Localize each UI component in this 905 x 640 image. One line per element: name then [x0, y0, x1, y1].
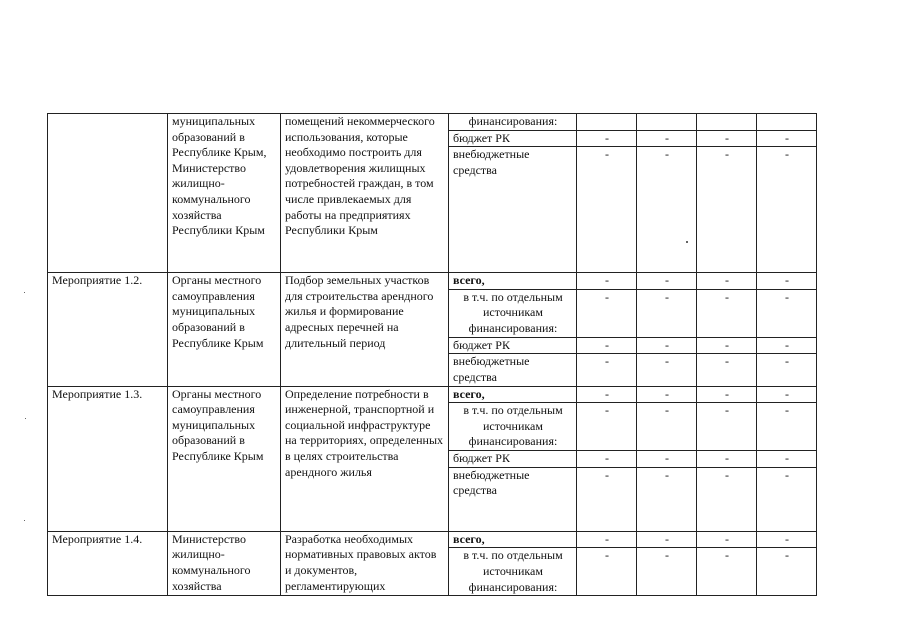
value-cell: - — [757, 467, 817, 531]
funding-source-cell — [449, 403, 577, 451]
value-cell: - — [637, 289, 697, 337]
value-cell: - — [577, 147, 637, 273]
value-cell: - — [757, 386, 817, 403]
value-cell: - — [697, 467, 757, 531]
description-cell: Разработка необходимых нормативных правовых актов и документов, регламентирующих — [281, 531, 449, 596]
value-cell: - — [577, 548, 637, 596]
value-cell: - — [637, 130, 697, 147]
funding-source-cell: бюджет РК — [449, 130, 577, 147]
program-measures-table — [47, 113, 817, 596]
value-cell: - — [757, 403, 817, 451]
value-cell: - — [757, 130, 817, 147]
scan-speck — [25, 418, 26, 419]
value-cell: - — [637, 147, 697, 273]
value-cell: - — [637, 467, 697, 531]
value-cell: - — [757, 354, 817, 386]
value-cell: - — [637, 531, 697, 548]
funding-source-cell: бюджет РК — [449, 451, 577, 468]
table-row — [48, 386, 817, 403]
funding-source-cell — [449, 273, 577, 290]
value-cell: - — [577, 451, 637, 468]
value-cell: - — [577, 273, 637, 290]
scan-speck — [24, 520, 25, 521]
value-cell: - — [577, 130, 637, 147]
value-cell: - — [757, 531, 817, 548]
funding-source-text: финансирования: — [468, 114, 558, 128]
value-cell: - — [577, 467, 637, 531]
funding-source-text: в т.ч. по отдельным источникам финансирования: — [463, 403, 563, 449]
funding-source-text: в т.ч. по отдельным источникам финансирования: — [463, 289, 563, 335]
value-cell — [637, 114, 697, 131]
value-cell: - — [637, 273, 697, 290]
value-cell: - — [577, 337, 637, 354]
funding-source-cell — [449, 289, 577, 337]
executor-cell: Органы местного самоуправления муниципальных образований в Республике Крым — [168, 273, 281, 386]
value-cell: - — [577, 289, 637, 337]
value-cell: - — [637, 548, 697, 596]
value-cell: - — [697, 531, 757, 548]
value-cell: - — [577, 403, 637, 451]
table-row — [48, 531, 817, 548]
funding-source-text: в т.ч. по отдельным источникам финансирования: — [463, 548, 563, 594]
value-cell: - — [697, 354, 757, 386]
value-cell: - — [697, 451, 757, 468]
executor-cell: муниципальных образований в Республике Крым, Министерство жилищно-коммунального хозяйства Республики Крым — [168, 114, 281, 273]
measure-label — [48, 114, 168, 273]
table-row — [48, 273, 817, 290]
value-cell: - — [757, 337, 817, 354]
funding-source-cell: внебюджетные средства — [449, 147, 577, 273]
value-cell: - — [577, 354, 637, 386]
table-row — [48, 114, 817, 131]
measure-label: Мероприятие 1.3. — [48, 386, 168, 531]
value-cell: - — [637, 386, 697, 403]
scan-speck — [686, 241, 688, 243]
measure-label: Мероприятие 1.2. — [48, 273, 168, 386]
funding-source-cell — [449, 531, 577, 548]
funding-source-cell: бюджет РК — [449, 337, 577, 354]
value-cell: - — [697, 548, 757, 596]
description-cell: Определение потребности в инженерной, транспортной и социальной инфраструктуре на территориях, определенных в целях строительства арендного жилья — [281, 386, 449, 531]
value-cell: - — [697, 273, 757, 290]
value-cell: - — [757, 273, 817, 290]
value-cell: - — [697, 337, 757, 354]
value-cell: - — [757, 147, 817, 273]
funding-source-cell — [449, 386, 577, 403]
value-cell: - — [757, 451, 817, 468]
funding-source-cell: внебюджетные средства — [449, 467, 577, 531]
value-cell: - — [697, 403, 757, 451]
value-cell: - — [757, 548, 817, 596]
funding-source-cell — [449, 548, 577, 596]
value-cell: - — [577, 531, 637, 548]
value-cell: - — [637, 337, 697, 354]
funding-source-cell — [449, 114, 577, 131]
value-cell: - — [637, 403, 697, 451]
value-cell: - — [577, 386, 637, 403]
value-cell — [757, 114, 817, 131]
total-label: всего, — [453, 386, 485, 401]
value-cell: - — [697, 386, 757, 403]
description-cell: помещений некоммерческого использования, которые необходимо построить для удовлетворения жилищных потребностей граждан, в том числе привлекаемых для работы на предприятиях Республики Крым — [281, 114, 449, 273]
value-cell: - — [637, 451, 697, 468]
executor-cell: Органы местного самоуправления муниципальных образований в Республике Крым — [168, 386, 281, 531]
measure-label: Мероприятие 1.4. — [48, 531, 168, 596]
value-cell — [577, 114, 637, 131]
value-cell: - — [757, 289, 817, 337]
total-label: всего, — [453, 273, 485, 288]
total-label: всего, — [453, 531, 485, 546]
value-cell: - — [697, 147, 757, 273]
executor-cell: Министерство жилищно-коммунального хозяйства — [168, 531, 281, 596]
funding-source-cell: внебюджетные средства — [449, 354, 577, 386]
value-cell: - — [697, 289, 757, 337]
value-cell: - — [697, 130, 757, 147]
value-cell — [697, 114, 757, 131]
value-cell: - — [637, 354, 697, 386]
scan-speck — [24, 292, 25, 293]
description-cell: Подбор земельных участков для строительства арендного жилья и формирование адресных перечней на длительный период — [281, 273, 449, 386]
